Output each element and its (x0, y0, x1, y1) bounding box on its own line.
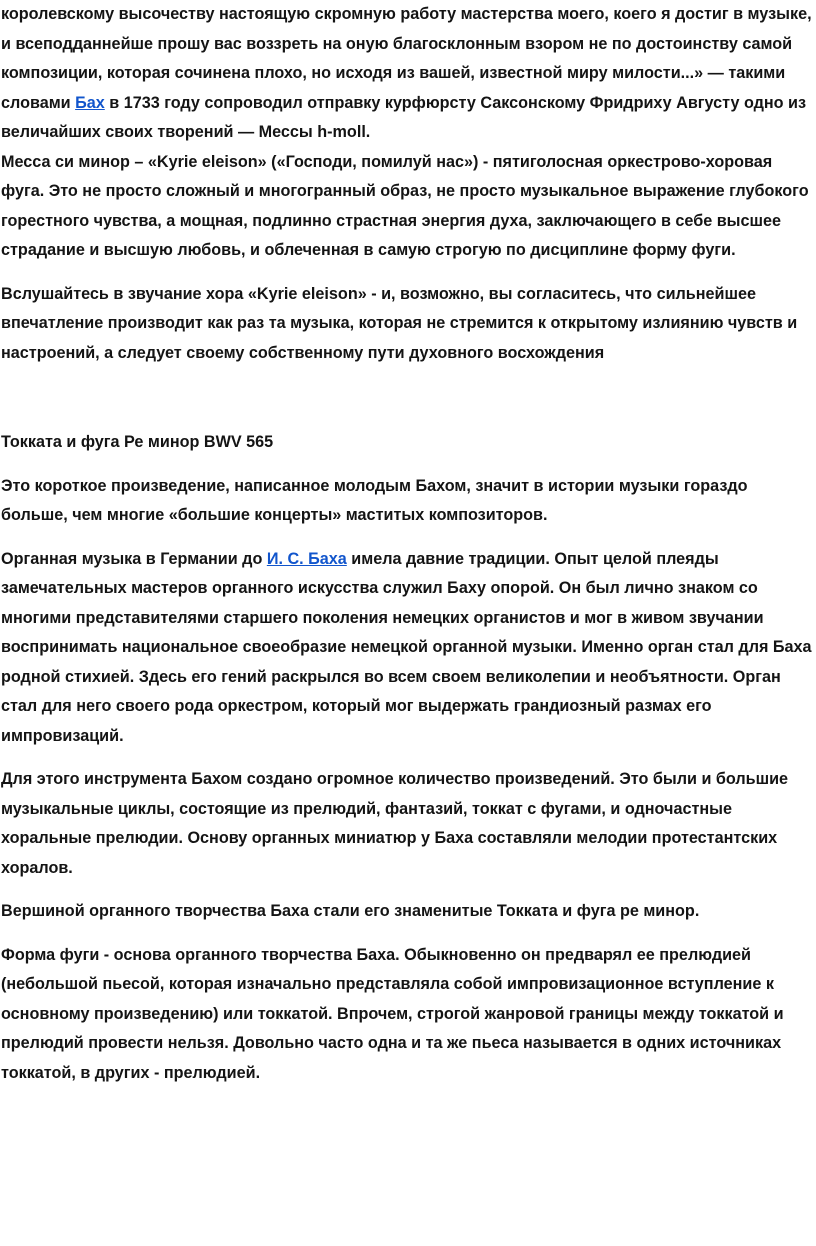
paragraph-fugue-form: Форма фуги - основа органного творчества Баха. Обыкновенно он предварял ее прелюдией (небольшой пьесой, которая изначально представляла собой импровизационное вступление к основному произведению) или токкатой. Впрочем, строгой жанровой границы между токкатой и прелюдий провести нельзя. Довольно часто одна и та же пьеса называется в одних источниках токкатой, в других - прелюдией. (1, 945, 784, 1082)
paragraph-bach-dedication (1, 0, 816, 148)
paragraph-text: в 1733 году сопроводил отправку курфюрсту Саксонскому Фридриху Августу одно из величайших своих творений — Мессы h-moll. (1, 93, 807, 141)
paragraph-organ-works: Для этого инструмента Бахом создано огромное количество произведений. Это были и большие музыкальные циклы, состоящие из прелюдий, фантазий, токкат с фугами, и одночастные хоральные прелюдии. Основу органных миниатюр у Баха составляли мелодии протестантских хоралов. (1, 770, 789, 877)
paragraph-organ-music (1, 545, 816, 752)
link-bach[interactable]: Бах (75, 93, 105, 112)
link-js-bach[interactable]: И. С. Баха (266, 549, 347, 568)
paragraph-summit: Вершиной органного творчества Баха стали его знаменитые Токката и фуга ре минор. (1, 902, 700, 920)
paragraph-text: имела давние традиции. Опыт целой плеяды замечательных мастеров органного искусства служил Баху опорой. Он был лично знаком со многими представителями старшего поколения немецких органистов и мог в живом звучании воспринимать национальное своеобразие немецкой органной музыки. Именно орган стал для Баха родной стихией. Здесь его гений раскрылся во всем своем великолепии и необъятности. Орган стал для него своего рода оркестром, который мог выдержать грандиозный размах его импровизаций. (1, 549, 812, 745)
paragraph-short-work: Это короткое произведение, написанное молодым Бахом, значит в истории музыки гораздо больше, чем многие «большие концерты» маститых композиторов. (1, 476, 748, 524)
paragraph-kyrie-eleison: Вслушайтесь в звучание хора «Kyrie eleison» - и, возможно, вы согласитесь, что сильнейшее впечатление производит как раз та музыка, которая не стремится к открытому излиянию чувств и настроений, а следует своему собственному пути духовного восхождения (1, 284, 798, 362)
paragraph-text: королевскому высочеству настоящую скромную работу мастерства моего, коего я достиг в музыке, и всеподданнейше прошу вас воззреть на оную благосклонным взором не по достоинству самой композиции, которая сочинена плохо, но исходя из вашей, известной миру милости...» — такими словами (1, 5, 812, 112)
section-heading-toccata: Токката и фуга Ре минор BWV 565 (1, 433, 274, 451)
paragraph-text: Органная музыка в Германии до (1, 549, 267, 568)
paragraph-mass-b-minor: Месса си минор – «Kyrie eleison» («Господи, помилуй нас») - пятиголосная оркестрово-хоровая фуга. Это не просто сложный и многогранный образ, не просто музыкальное выражение глубокого горестного чувства, а мощная, подлинно страстная энергия духа, заключающего в себе высшее страдание и высшую любовь, и облеченная в самую строгую по дисциплине форму фуги. (1, 152, 809, 259)
